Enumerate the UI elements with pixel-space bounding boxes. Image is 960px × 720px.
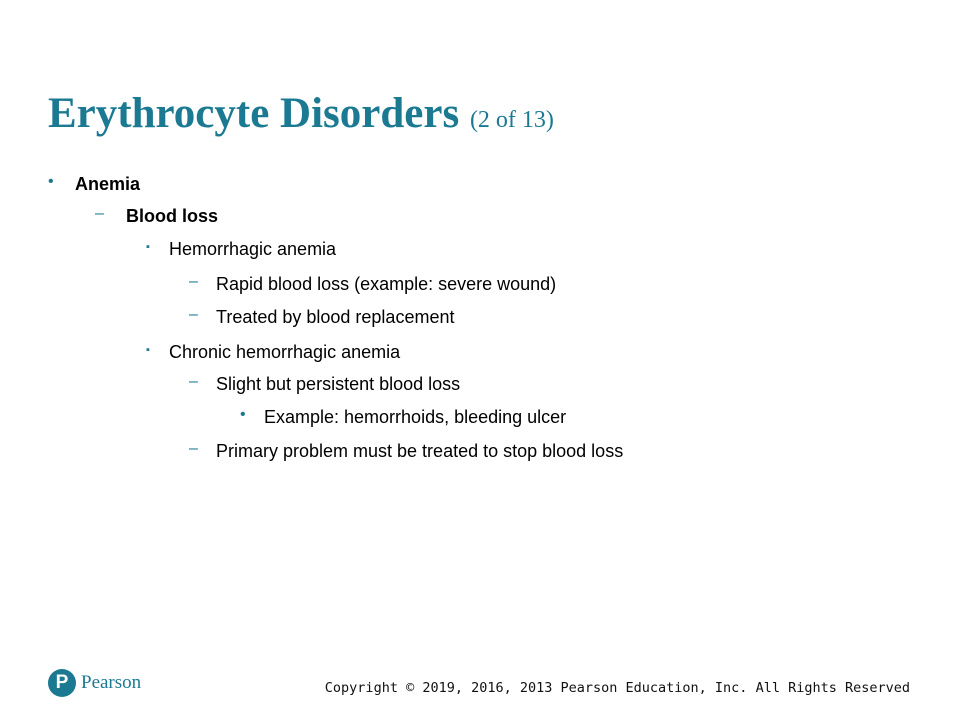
slide-title <box>48 88 554 146</box>
bullet-chronic-hemorrhagic-anemia: Chronic hemorrhagic anemia <box>169 342 401 362</box>
bullet-hemorrhagic-anemia: Hemorrhagic anemia <box>169 239 337 259</box>
bullet-blood-loss: Blood loss <box>126 206 219 226</box>
pearson-logo <box>48 669 141 697</box>
title-page-counter: (2 of 13) <box>469 107 554 133</box>
dash-marker: – <box>189 373 198 390</box>
bullet-anemia: Anemia <box>75 174 141 194</box>
bullet-primary-problem: Primary problem must be treated to stop blood loss <box>216 441 624 461</box>
bullet-marker: • <box>240 406 246 423</box>
bullet-marker: • <box>48 173 54 190</box>
square-marker: ▪ <box>146 241 150 253</box>
dash-marker: – <box>189 440 198 457</box>
bullet-treated-by-replacement: Treated by blood replacement <box>216 307 455 327</box>
pearson-p-icon: P <box>48 669 76 697</box>
bullet-slight-persistent-loss: Slight but persistent blood loss <box>216 374 461 394</box>
bullet-rapid-blood-loss: Rapid blood loss (example: severe wound) <box>216 274 557 294</box>
square-marker: ▪ <box>146 344 150 356</box>
dash-marker: – <box>189 273 198 290</box>
bullet-example-hemorrhoids: Example: hemorrhoids, bleeding ulcer <box>264 407 567 427</box>
dash-marker: – <box>95 205 104 222</box>
copyright-notice: Copyright © 2019, 2016, 2013 Pearson Education, Inc. All Rights Reserved <box>324 680 910 696</box>
title-text: Erythrocyte Disorders <box>48 90 460 137</box>
dash-marker: – <box>189 306 198 323</box>
pearson-wordmark: Pearson <box>81 672 142 693</box>
